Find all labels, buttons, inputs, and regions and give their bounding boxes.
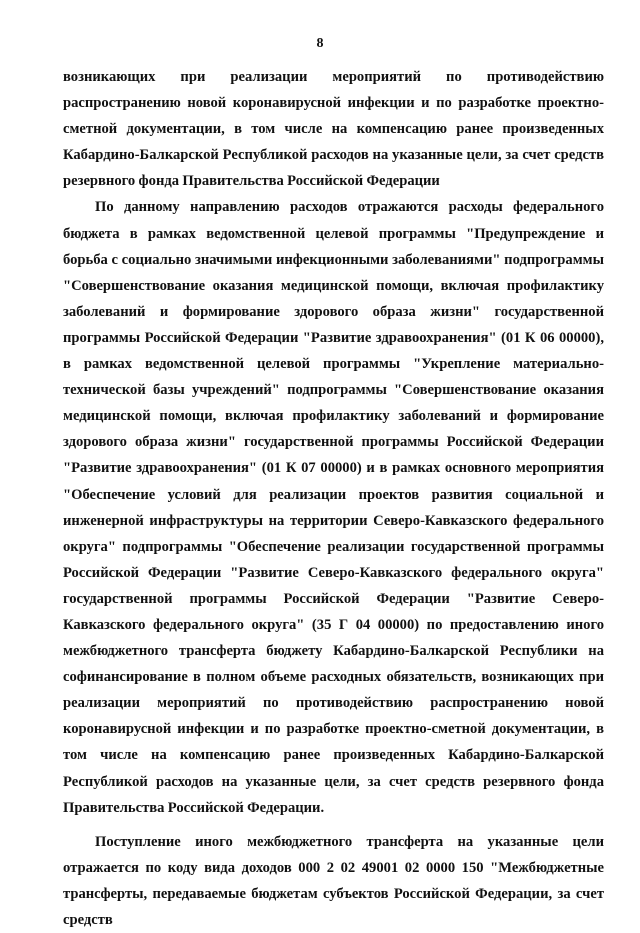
paragraph-revenue-code: Поступление иного межбюджетного трансферта на указанные цели отражается по коду вида доходов 000 2 02 49001 02 0000 150 "Межбюджетные трансферты, передаваемые бюджетам субъектов Российской Федерации, за счет средств (63, 833, 604, 928)
page-number: 8 (316, 36, 324, 51)
paragraph-expenditure-description: По данному направлению расходов отражаются расходы федерального бюджета в рамках ведомственной целевой программы "Предупреждение и борьба с социально значимыми инфекционными заболеваниями" подпрограммы "Совершенствование оказания медицинской помощи, включая профилактику заболеваний и формирование здорового образа жизни" государственной программы Российской Федерации "Развитие здравоохранения" (01 К 06 00000), в рамках ведомственной целевой программы "Укрепление материально-технической базы учреждений" подпрограммы "Совершенствование оказания медицинской помощи, включая профилактику заболеваний и формирование здорового образа жизни" государственной программы Российской Федерации "Развитие здравоохранения" (01 К 07 00000) и в рамках основного мероприятия "Обеспечение условий для реализации проектов развития социальной и инженерной инфраструктуры на территории Северо-Кавказского федерального округа" подпрограммы "Обеспечение реализации государственной программы Российской Федерации "Развитие Северо-Кавказского федерального округа" государственной программы Российской Федерации "Развитие Северо-Кавказского федерального округа" (35 Г 04 00000) по предоставлению иного межбюджетного трансферта бюджету Кабардино-Балкарской Республики на софинансирование в полном объеме расходных обязательств, возникающих при реализации мероприятий по противодействию распространению новой коронавирусной инфекции и по разработке проектно-сметной документации, в том числе на компенсацию ранее произведенных Кабардино-Балкарской Республикой расходов на указанные цели, за счет средств резервного фонда Правительства Российской Федерации. (63, 199, 604, 816)
paragraph-continuation: возникающих при реализации мероприятий по противодействию распространению новой коронавирусной инфекции и по разработке проектно-сметной документации, в том числе на компенсацию ранее произведенных Кабардино-Балкарской Республикой расходов на указанные цели, за счет средств резервного фонда Правительства Российской Федерации (63, 69, 604, 190)
document-body (63, 64, 604, 933)
